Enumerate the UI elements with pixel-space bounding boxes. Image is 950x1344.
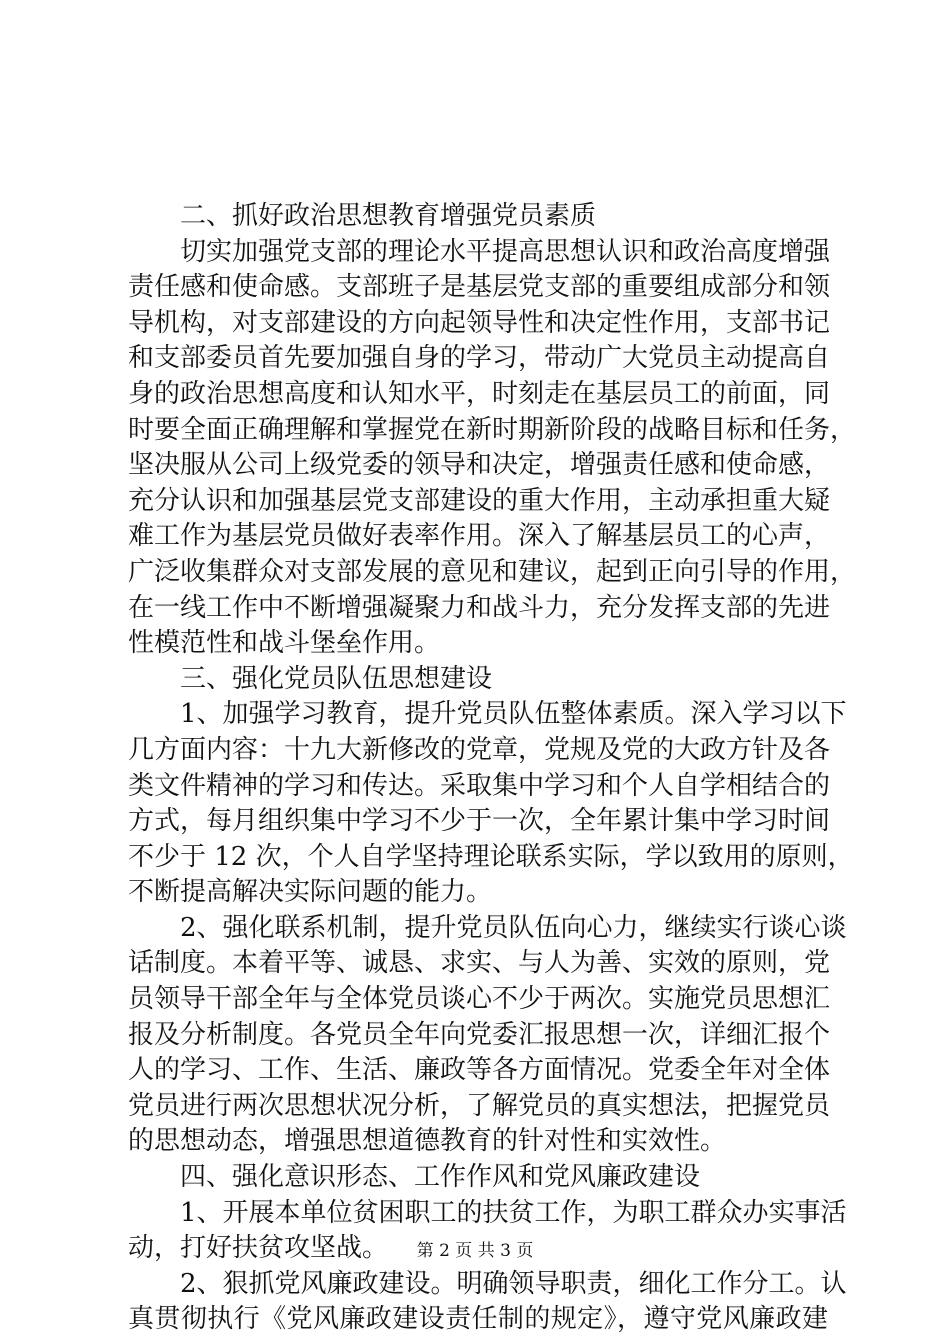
paragraph-first-line: 2、强化联系机制，提升党员队伍向心力，继续实行谈心谈	[180, 912, 847, 943]
paragraph-line: 难工作为基层党员做好表率作用。深入了解基层员工的心声，	[128, 521, 831, 552]
paragraph-line: 话制度。本着平等、诚恳、求实、与人为善、实效的原则，党	[128, 948, 831, 979]
paragraph-line: 不少于 12 次，个人自学坚持理论联系实际，学以致用的原则，	[128, 841, 854, 872]
paragraph-first-line: 1、开展本单位贫困职工的扶贫工作，为职工群众办实事活	[180, 1197, 847, 1228]
paragraph-first-line: 三、强化党员队伍思想建设	[180, 663, 493, 694]
paragraph-line: 充分认识和加强基层党支部建设的重大作用，主动承担重大疑	[128, 485, 831, 516]
paragraph-first-line: 1、加强学习教育，提升党员队伍整体素质。深入学习以下	[180, 699, 847, 730]
paragraph-line: 导机构，对支部建设的方向起领导性和决定性作用，支部书记	[128, 307, 831, 338]
paragraph-line: 不断提高解决实际问题的能力。	[128, 877, 493, 908]
paragraph-line: 在一线工作中不断增强凝聚力和战斗力，充分发挥支部的先进	[128, 592, 831, 623]
paragraph-line: 广泛收集群众对支部发展的意见和建议，起到正向引导的作用，	[128, 556, 857, 587]
page-footer: 第 2 页 共 3 页	[416, 1241, 534, 1261]
paragraph-line: 几方面内容：十九大新修改的党章，党规及党的大政方针及各	[128, 734, 831, 765]
paragraph-line: 类文件精神的学习和传达。采取集中学习和个人自学相结合的	[128, 770, 831, 801]
paragraph-line: 动，打好扶贫攻坚战。	[128, 1233, 389, 1264]
paragraph-line: 身的政治思想高度和认知水平，时刻走在基层员工的前面，同	[128, 378, 831, 409]
paragraph-line: 真贯彻执行《党风廉政建设责任制的规定》，遵守党风廉政建	[128, 1304, 828, 1335]
paragraph-line: 党员进行两次思想状况分析，了解党员的真实想法，把握党员	[128, 1090, 831, 1121]
paragraph-first-line: 2、狠抓党风廉政建设。明确领导职责，细化工作分工。认	[180, 1268, 847, 1299]
body-text	[128, 199, 857, 1338]
paragraph-line: 方式，每月组织集中学习不少于一次，全年累计集中学习时间	[128, 806, 831, 837]
paragraph-line: 责任感和使命感。支部班子是基层党支部的重要组成部分和领	[128, 272, 831, 303]
paragraph-line: 员领导干部全年与全体党员谈心不少于两次。实施党员思想汇	[128, 984, 831, 1015]
paragraph-line: 性模范性和战斗堡垒作用。	[128, 628, 441, 659]
paragraph-line: 报及分析制度。各党员全年向党委汇报思想一次，详细汇报个	[128, 1019, 831, 1050]
paragraph-line: 人的学习、工作、生活、廉政等各方面情况。党委全年对全体	[128, 1055, 831, 1086]
paragraph-line: 时要全面正确理解和掌握党在新时期新阶段的战略目标和任务，	[128, 414, 857, 445]
paragraph-first-line: 二、抓好政治思想教育增强党员素质	[180, 201, 597, 231]
paragraph-first-line: 四、强化意识形态、工作作风和党风廉政建设	[180, 1162, 701, 1193]
paragraph-line: 和支部委员首先要加强自身的学习，带动广大党员主动提高自	[128, 343, 831, 374]
paragraph-line: 坚决服从公司上级党委的领导和决定，增强责任感和使命感，	[128, 450, 831, 481]
paragraph-line: 的思想动态，增强思想道德教育的针对性和实效性。	[128, 1126, 727, 1157]
paragraph-first-line: 切实加强党支部的理论水平提高思想认识和政治高度增强	[180, 236, 831, 267]
